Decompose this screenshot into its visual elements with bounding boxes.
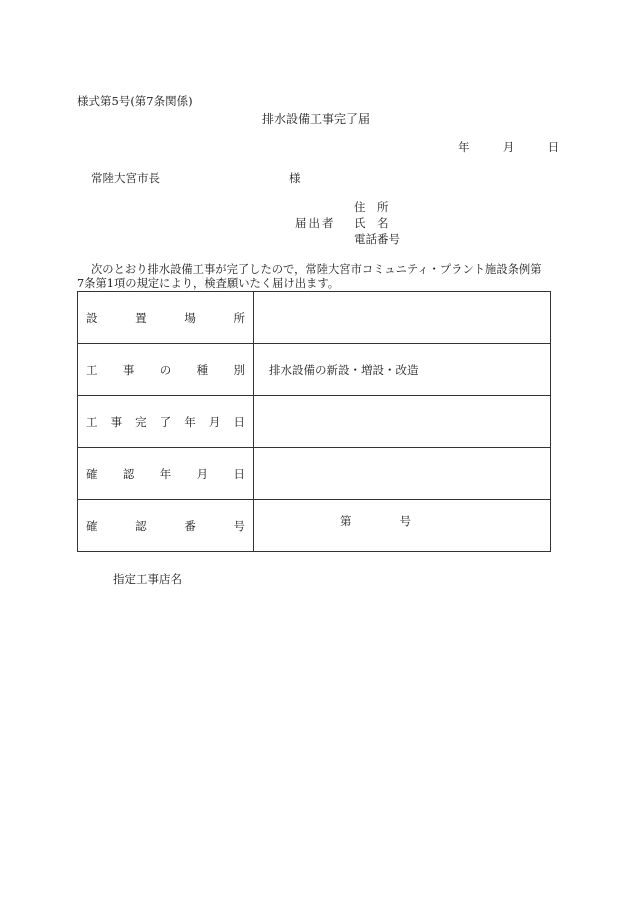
date-year-label: 年 xyxy=(458,140,470,154)
confirmation-number-suffix: 号 xyxy=(399,513,411,528)
date-day-label: 日 xyxy=(547,140,560,154)
label-confirmation-number xyxy=(78,500,254,552)
label-char: の xyxy=(159,362,172,377)
label-char: 種 xyxy=(196,362,209,377)
label-char: 確 xyxy=(86,466,98,481)
form-number: 様式第5号(第7条関係) xyxy=(77,94,193,108)
label-char: 日 xyxy=(233,466,245,481)
date-month-label: 月 xyxy=(502,140,515,154)
value-completion-date[interactable] xyxy=(254,396,551,448)
value-installation-site[interactable] xyxy=(254,292,551,344)
label-char: 了 xyxy=(159,414,172,429)
body-text-line2: 7条第1項の規定により，検査願いたく届け出ます。 xyxy=(77,277,340,290)
label-char: 事 xyxy=(110,414,123,429)
label-char: 年 xyxy=(159,466,172,481)
applicant-label: 届出者 xyxy=(295,216,336,230)
body-text-line1: 次のとおり排水設備工事が完了したので，常陸大宮市コミュニティ・プラント施設条例第 xyxy=(91,263,542,276)
table-row xyxy=(78,292,551,344)
label-char: 月 xyxy=(208,414,221,429)
label-char: 認 xyxy=(122,466,135,481)
label-char: 工 xyxy=(86,414,98,429)
completion-form-table xyxy=(77,291,551,552)
confirmation-number-prefix: 第 xyxy=(340,513,352,528)
label-char: 確 xyxy=(86,518,98,533)
label-installation-site xyxy=(78,292,254,344)
label-char: 場 xyxy=(184,310,196,325)
table-row xyxy=(78,396,551,448)
applicant-name-label: 氏 名 xyxy=(354,216,389,230)
label-confirmation-date xyxy=(78,448,254,500)
label-char: 完 xyxy=(135,414,147,429)
label-char: 置 xyxy=(135,310,147,325)
label-work-type xyxy=(78,344,254,396)
label-char: 工 xyxy=(86,362,98,377)
label-char: 設 xyxy=(86,310,98,325)
value-confirmation-date[interactable] xyxy=(254,448,551,500)
table-row xyxy=(78,448,551,500)
date-line xyxy=(458,142,559,154)
addressee-name: 常陸大宮市長 xyxy=(91,171,160,185)
contractor-label: 指定工事店名 xyxy=(113,572,182,586)
label-char: 事 xyxy=(122,362,135,377)
label-char: 別 xyxy=(233,362,245,377)
label-char: 月 xyxy=(196,466,209,481)
label-char: 号 xyxy=(233,518,245,533)
table-row xyxy=(78,500,551,552)
value-work-type[interactable]: 排水設備の新設・増設・改造 xyxy=(254,344,551,396)
label-char: 所 xyxy=(233,310,245,325)
table-row xyxy=(78,344,551,396)
label-completion-date xyxy=(78,396,254,448)
label-char: 認 xyxy=(135,518,147,533)
document-title: 排水設備工事完了届 xyxy=(262,112,371,126)
applicant-address-label: 住 所 xyxy=(354,200,389,214)
applicant-phone-label: 電話番号 xyxy=(354,232,400,246)
addressee-honorific: 様 xyxy=(289,171,301,185)
value-confirmation-number[interactable] xyxy=(254,500,551,552)
label-char: 年 xyxy=(184,414,196,429)
label-char: 日 xyxy=(233,414,245,429)
label-char: 番 xyxy=(184,518,196,533)
